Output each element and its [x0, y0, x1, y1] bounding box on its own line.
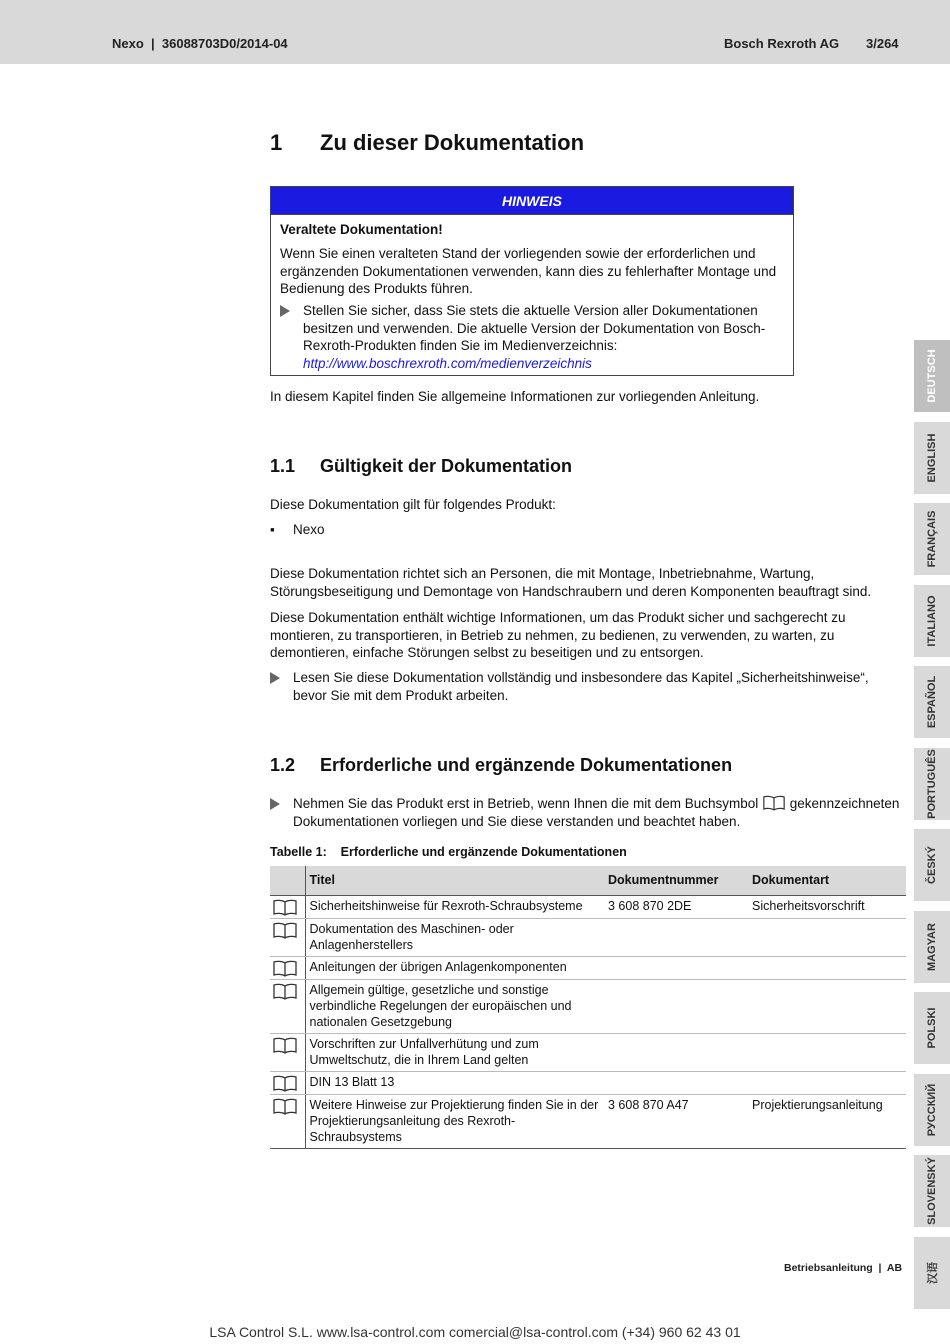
table-row — [270, 1094, 906, 1148]
book-icon — [762, 795, 786, 811]
bullet-icon: ▪ — [270, 522, 275, 537]
column-header-title: Titel — [305, 866, 604, 895]
section-heading-1-1 — [270, 456, 572, 477]
header-doc-id: Nexo | 36088703D0/2014-04 — [112, 36, 288, 51]
row-title: Sicherheitshinweise für Rexroth-Schraubsysteme — [305, 895, 604, 918]
book-icon — [272, 922, 298, 939]
language-tab-russkiy[interactable]: РУССКИЙ — [914, 1074, 950, 1146]
language-tab-italiano[interactable]: ITALIANO — [914, 585, 950, 657]
language-tab-francais[interactable]: FRANÇAIS — [914, 503, 950, 575]
read-step-text: Lesen Sie diese Dokumentation vollständig und insbesondere das Kapitel „Sicherheitshinweise“, bevor Sie mit dem Produkt arbeiten. — [293, 670, 869, 703]
step-arrow-icon — [280, 305, 290, 317]
table-row — [270, 1033, 906, 1071]
chapter-title: Zu dieser Dokumentation — [320, 130, 585, 155]
book-icon — [272, 899, 298, 916]
row-type — [748, 956, 906, 979]
table-header-row — [270, 866, 906, 895]
step-arrow-icon — [270, 798, 280, 810]
book-icon — [272, 1037, 298, 1054]
chapter-heading — [270, 130, 584, 156]
table-row — [270, 979, 906, 1033]
row-number — [604, 956, 748, 979]
row-type: Projektierungsanleitung — [748, 1094, 906, 1148]
language-tab-espanol[interactable]: ESPAÑOL — [914, 666, 950, 738]
row-type — [748, 1033, 906, 1071]
row-number — [604, 979, 748, 1033]
language-tab-deutsch[interactable]: DEUTSCH — [914, 340, 950, 412]
book-icon — [272, 1098, 298, 1115]
language-tab-english[interactable]: ENGLISH — [914, 422, 950, 494]
validity-lead: Diese Dokumentation gilt für folgendes Produkt: — [270, 497, 556, 512]
language-tab-chinese[interactable]: 汉语 — [914, 1237, 950, 1309]
chapter-intro: In diesem Kapitel finden Sie allgemeine Informationen zur vorliegenden Anleitung. — [270, 389, 760, 404]
table-row — [270, 918, 906, 956]
table-row — [270, 1071, 906, 1094]
media-directory-link[interactable]: http://www.boschrexroth.com/medienverzeichnis — [303, 355, 592, 371]
commissioning-step-text-end: gekennzeichneten Dokumentationen vorliegen und Sie diese verstanden und beachtet haben. — [293, 796, 900, 829]
page-header — [0, 0, 950, 64]
section-number: 1.2 — [270, 755, 296, 775]
language-tab-magyar[interactable]: MAGYAR — [914, 911, 950, 983]
notice-box — [270, 186, 794, 376]
row-title: DIN 13 Blatt 13 — [305, 1071, 604, 1094]
row-type: Sicherheitsvorschrift — [748, 895, 906, 918]
table-caption: Tabelle 1: Erforderliche und ergänzende Dokumentationen — [270, 845, 627, 859]
documents-table — [270, 866, 906, 1149]
row-number — [604, 1071, 748, 1094]
header-company: Bosch Rexroth AG — [724, 36, 840, 51]
notice-title: Veraltete Dokumentation! — [280, 222, 443, 237]
section-heading-1-2 — [270, 755, 732, 776]
row-type — [748, 979, 906, 1033]
row-number: 3 608 870 A47 — [604, 1094, 748, 1148]
language-tab-cesky[interactable]: ČESKÝ — [914, 829, 950, 901]
language-tab-polski[interactable]: POLSKI — [914, 992, 950, 1064]
step-arrow-icon — [270, 672, 280, 684]
book-icon — [272, 960, 298, 977]
product-name: Nexo — [293, 522, 325, 537]
notice-body: Wenn Sie einen veralteten Stand der vorliegenden sowie der erforderlichen und ergänzenden Dokumentationen verwenden, kann dies zu fehlerhafter Montage und Bedienung des Produkts führen. — [280, 246, 777, 296]
column-header-type: Dokumentart — [748, 866, 906, 895]
section-title: Erforderliche und ergänzende Dokumentationen — [320, 755, 733, 775]
row-title: Allgemein gültige, gesetzliche und sonstige verbindliche Regelungen der europäischen und nationalen Gesetzgebung — [305, 979, 604, 1033]
section-title: Gültigkeit der Dokumentation — [320, 456, 573, 476]
row-number — [604, 918, 748, 956]
read-step — [270, 669, 906, 704]
row-number — [604, 1033, 748, 1071]
table-row — [270, 895, 906, 918]
commissioning-step-text-start: Nehmen Sie das Produkt erst in Betrieb, wenn Ihnen die mit dem Buchsymbol — [293, 796, 759, 811]
column-header-number: Dokumentnummer — [604, 866, 748, 895]
language-tab-slovensky[interactable]: SLOVENSKÝ — [914, 1155, 950, 1227]
row-title: Weitere Hinweise zur Projektierung finden Sie in der Projektierungsanleitung des Rexroth-Schraubsystems — [305, 1094, 604, 1148]
row-type — [748, 918, 906, 956]
notice-header: HINWEIS — [271, 187, 793, 215]
row-type — [748, 1071, 906, 1094]
row-title: Dokumentation des Maschinen- oder Anlagenherstellers — [305, 918, 604, 956]
chapter-number: 1 — [270, 130, 283, 155]
row-number: 3 608 870 2DE — [604, 895, 748, 918]
language-tab-portugues[interactable]: PORTUGUÊS — [914, 748, 950, 820]
content-paragraph: Diese Dokumentation enthält wichtige Informationen, um das Produkt sicher und sachgerecht zu montieren, zu transportieren, in Betrieb zu nehmen, zu bedienen, zu verwenden, zu warten, zu demontieren, einfache Störungen selbst zu beseitigen und zu entsorgen. — [270, 610, 846, 660]
footer-doc-type: Betriebsanleitung | AB — [784, 1262, 903, 1274]
table-row — [270, 956, 906, 979]
notice-step-text: Stellen Sie sicher, dass Sie stets die aktuelle Version aller Dokumentationen besitzen und verwenden. Die aktuelle Version der Dokumentation von Bosch-Rexroth-Produkten finden Sie im Medienverzeichnis: — [303, 303, 766, 353]
product-bullet — [270, 522, 325, 537]
row-title: Anleitungen der übrigen Anlagenkomponenten — [305, 956, 604, 979]
footer-lsa-contact: LSA Control S.L. www.lsa-control.com comercial@lsa-control.com (+34) 960 62 43 01 — [209, 1324, 741, 1340]
audience-paragraph: Diese Dokumentation richtet sich an Personen, die mit Montage, Inbetriebnahme, Wartung, Störungsbeseitigung und Demontage von Handschraubern und deren Komponenten beauftragt sind. — [270, 566, 872, 599]
notice-step — [280, 302, 784, 372]
commissioning-step — [270, 795, 906, 830]
icon-column-header — [270, 866, 305, 895]
header-page-number: 3/264 — [866, 36, 899, 51]
row-title: Vorschriften zur Unfallverhütung und zum Umweltschutz, die in Ihrem Land gelten — [305, 1033, 604, 1071]
section-number: 1.1 — [270, 456, 296, 476]
book-icon — [272, 1075, 298, 1092]
book-icon — [272, 983, 298, 1000]
